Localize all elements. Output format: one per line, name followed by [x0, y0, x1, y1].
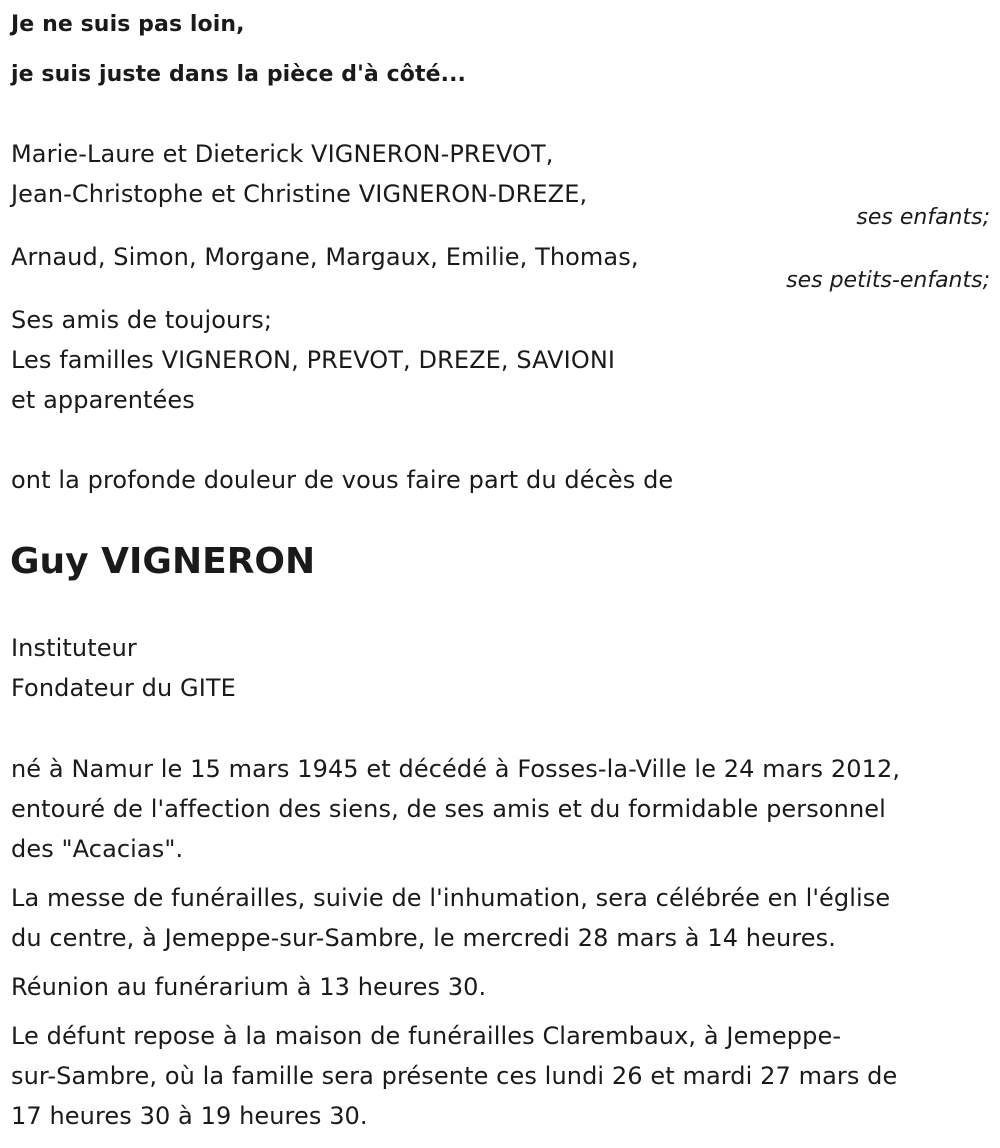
details-p1-line-2: entouré de l'affection des siens, de ses amis et du formidable personnel: [11, 795, 886, 823]
children-line-1: Marie-Laure et Dieterick VIGNERON-PREVOT,: [11, 140, 554, 168]
epigraph-line-2: je suis juste dans la pièce d'à côté...: [11, 62, 467, 87]
deceased-name: Guy VIGNERON: [10, 541, 316, 582]
details-p3-line-1: Réunion au funérarium à 13 heures 30.: [11, 973, 487, 1001]
grandchildren-role: ses petits-enfants;: [786, 268, 990, 293]
children-role: ses enfants;: [856, 205, 990, 230]
details-p2-line-2: du centre, à Jemeppe-sur-Sambre, le mercredi 28 mars à 14 heures.: [11, 924, 836, 952]
epigraph-line-1: Je ne suis pas loin,: [11, 12, 245, 37]
grandchildren-line-1: Arnaud, Simon, Morgane, Margaux, Emilie, Thomas,: [11, 243, 639, 271]
details-p1-line-3: des "Acacias".: [11, 835, 184, 863]
children-line-2: Jean-Christophe et Christine VIGNERON-DREZE,: [11, 180, 588, 208]
others-line-2: Les familles VIGNERON, PREVOT, DREZE, SAVIONI: [11, 346, 616, 374]
deceased-title-1: Instituteur: [11, 634, 137, 662]
details-p1-line-1: né à Namur le 15 mars 1945 et décédé à Fosses-la-Ville le 24 mars 2012,: [11, 755, 901, 783]
others-line-1: Ses amis de toujours;: [11, 306, 273, 334]
details-p4-line-1: Le défunt repose à la maison de funérailles Clarembaux, à Jemeppe-: [11, 1022, 842, 1050]
announcement: ont la profonde douleur de vous faire part du décès de: [11, 466, 674, 494]
deceased-title-2: Fondateur du GITE: [11, 674, 236, 702]
others-line-3: et apparentées: [11, 386, 195, 414]
details-p4-line-2: sur-Sambre, où la famille sera présente ces lundi 26 et mardi 27 mars de: [11, 1062, 898, 1090]
details-p2-line-1: La messe de funérailles, suivie de l'inhumation, sera célébrée en l'église: [11, 884, 891, 912]
details-p4-line-3: 17 heures 30 à 19 heures 30.: [11, 1102, 368, 1130]
